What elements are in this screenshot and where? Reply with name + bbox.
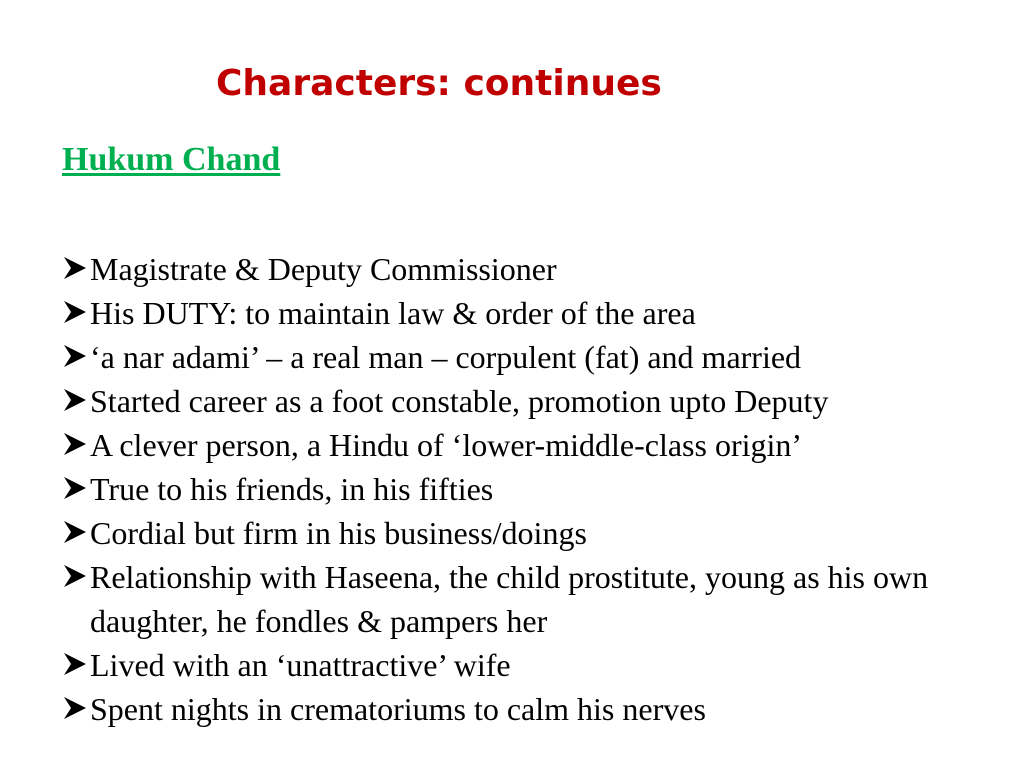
bullet-text: Cordial but firm in his business/doings: [90, 515, 587, 551]
arrowhead-bullet-icon: [62, 555, 90, 599]
bullet-item: [62, 687, 1012, 731]
arrowhead-bullet-icon: [62, 291, 90, 335]
bullet-text: ‘a nar adami’ – a real man – corpulent (fat) and married: [90, 339, 802, 375]
arrowhead-bullet-icon: [62, 423, 90, 467]
bullet-text: True to his friends, in his fifties: [90, 471, 494, 507]
arrowhead-bullet-icon: [62, 687, 90, 731]
bullet-text: Started career as a foot constable, promotion upto Deputy: [90, 383, 829, 419]
bullet-list: [62, 247, 1012, 731]
arrowhead-bullet-icon: [62, 511, 90, 555]
bullet-text: Relationship with Haseena, the child prostitute, young as his own daughter, he fondles & pampers her: [90, 559, 929, 639]
bullet-item: [62, 643, 1012, 687]
bullet-text: His DUTY: to maintain law & order of the area: [90, 295, 696, 331]
arrowhead-bullet-icon: [62, 467, 90, 511]
arrowhead-bullet-icon: [62, 379, 90, 423]
bullet-item: [62, 379, 1012, 423]
bullet-item: [62, 423, 1012, 467]
arrowhead-bullet-icon: [62, 335, 90, 379]
bullet-item: [62, 335, 1012, 379]
bullet-text: A clever person, a Hindu of ‘lower-middle-class origin’: [90, 427, 803, 463]
bullet-text: Magistrate & Deputy Commissioner: [90, 251, 557, 287]
bullet-item: [62, 555, 1012, 643]
bullet-item: [62, 511, 1012, 555]
bullet-text: Spent nights in crematoriums to calm his nerves: [90, 691, 706, 727]
bullet-text: Lived with an ‘unattractive’ wife: [90, 647, 511, 683]
arrowhead-bullet-icon: [62, 643, 90, 687]
bullet-item: [62, 467, 1012, 511]
bullet-item: [62, 247, 1012, 291]
character-name-heading: Hukum Chand: [62, 141, 281, 178]
bullet-item: [62, 291, 1012, 335]
arrowhead-bullet-icon: [62, 247, 90, 291]
slide-title: Characters: continues: [216, 63, 662, 104]
